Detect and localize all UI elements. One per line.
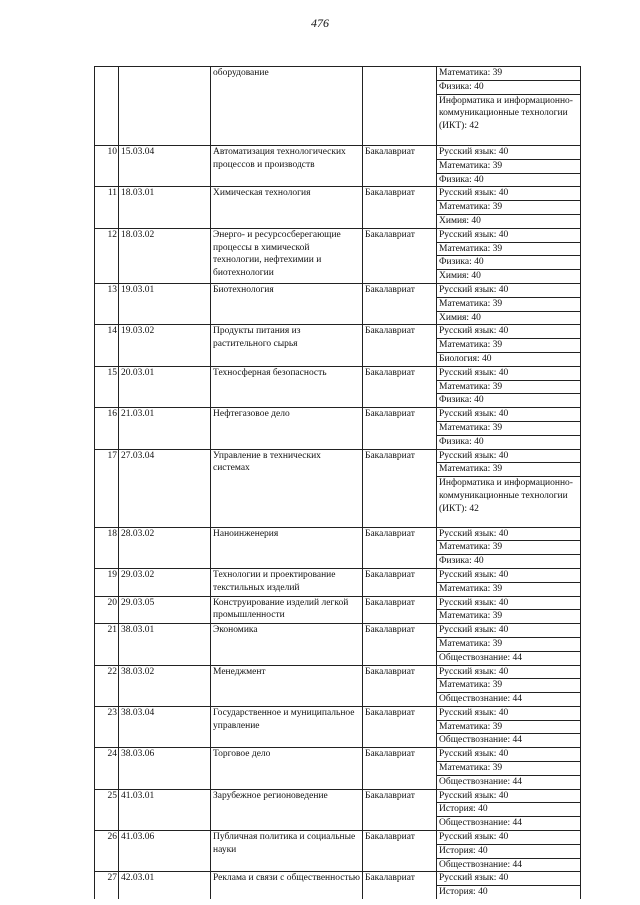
table-row	[95, 789, 581, 830]
table-row	[95, 325, 581, 366]
exam-list	[437, 67, 581, 146]
exam-list	[437, 872, 581, 899]
exam-list	[437, 624, 581, 665]
education-level: Бакалавриат	[363, 527, 437, 568]
exam-item: Химия: 40	[437, 311, 580, 325]
exam-list	[437, 408, 581, 449]
exam-list	[437, 187, 581, 228]
exam-item: Русский язык: 40	[439, 790, 509, 801]
exam-item: Обществознание: 44	[437, 775, 580, 789]
program-name: Зарубежное регионоведение	[211, 789, 363, 830]
program-name: Химическая технология	[211, 187, 363, 228]
row-number: 14	[95, 325, 119, 366]
exam-item: Математика: 39	[437, 297, 580, 311]
row-number: 11	[95, 187, 119, 228]
row-number: 22	[95, 665, 119, 706]
exam-list	[437, 568, 581, 596]
table-row	[95, 527, 581, 568]
exam-item: Русский язык: 40	[439, 707, 509, 718]
exam-item: Русский язык: 40	[439, 597, 509, 608]
education-level: Бакалавриат	[363, 872, 437, 899]
row-number: 12	[95, 228, 119, 283]
row-number: 19	[95, 568, 119, 596]
exam-item: Обществознание: 44	[437, 858, 580, 872]
table-row	[95, 831, 581, 872]
program-name: Реклама и связи с общественностью	[211, 872, 363, 899]
exam-item: Математика: 39	[437, 609, 580, 623]
exam-item: Русский язык: 40	[439, 749, 509, 760]
row-number: 10	[95, 146, 119, 187]
education-level: Бакалавриат	[363, 146, 437, 187]
program-code: 21.03.01	[119, 408, 211, 449]
exam-item: Математика: 39	[437, 540, 580, 554]
row-number: 13	[95, 283, 119, 324]
row-number: 25	[95, 789, 119, 830]
exam-item: Математика: 39	[439, 68, 503, 78]
table-row	[95, 624, 581, 665]
education-level: Бакалавриат	[363, 366, 437, 407]
row-number: 24	[95, 748, 119, 789]
education-level: Бакалавриат	[363, 283, 437, 324]
program-code: 15.03.04	[119, 146, 211, 187]
exam-item: Физика: 40	[437, 173, 580, 187]
exam-list	[437, 748, 581, 789]
exam-item: Обществознание: 44	[437, 733, 580, 747]
exam-list	[437, 228, 581, 283]
program-code: 28.03.02	[119, 527, 211, 568]
row-number: 15	[95, 366, 119, 407]
program-code: 38.03.02	[119, 665, 211, 706]
exam-item: Химия: 40	[437, 214, 580, 228]
program-code: 29.03.05	[119, 596, 211, 624]
exam-item: Русский язык: 40	[439, 409, 509, 420]
exam-item: История: 40	[437, 802, 580, 816]
page-number: 476	[311, 16, 329, 30]
exam-item: Информатика и информационно-коммуникационные технологии (ИКТ): 42	[437, 94, 580, 133]
education-level: Бакалавриат	[363, 624, 437, 665]
table-row	[95, 67, 581, 146]
exam-item: Русский язык: 40	[439, 832, 509, 843]
exam-item: История: 40	[437, 844, 580, 858]
education-level: Бакалавриат	[363, 665, 437, 706]
exam-item: Обществознание: 44	[437, 651, 580, 665]
program-name: Энерго- и ресурсосберегающие процессы в химической технологии, нефтехимии и биотехнологии	[211, 228, 363, 283]
exam-item: Русский язык: 40	[439, 229, 509, 240]
exam-item: История: 40	[437, 885, 580, 899]
exam-item: Физика: 40	[437, 393, 580, 407]
exam-item: Математика: 39	[437, 582, 580, 596]
exam-item: Математика: 39	[437, 421, 580, 435]
exam-list	[437, 449, 581, 527]
exam-item: Математика: 39	[437, 338, 580, 352]
exam-item: Русский язык: 40	[439, 284, 509, 295]
row-number: 16	[95, 408, 119, 449]
row-number: 27	[95, 872, 119, 899]
program-name: Менеджмент	[211, 665, 363, 706]
exam-item: Русский язык: 40	[439, 188, 509, 199]
education-level: Бакалавриат	[363, 706, 437, 747]
program-name: Биотехнология	[211, 283, 363, 324]
exam-item: Обществознание: 44	[437, 816, 580, 830]
education-level: Бакалавриат	[363, 408, 437, 449]
exam-item: Математика: 39	[437, 761, 580, 775]
program-name: Автоматизация технологических процессов и производств	[211, 146, 363, 187]
exam-list	[437, 283, 581, 324]
row-number: 20	[95, 596, 119, 624]
exam-item: Русский язык: 40	[439, 367, 509, 378]
program-code: 38.03.04	[119, 706, 211, 747]
education-level: Бакалавриат	[363, 748, 437, 789]
exam-item: Физика: 40	[437, 435, 580, 449]
education-level	[363, 67, 437, 146]
program-name: Публичная политика и социальные науки	[211, 831, 363, 872]
row-number: 18	[95, 527, 119, 568]
row-number: 21	[95, 624, 119, 665]
program-code: 27.03.04	[119, 449, 211, 527]
table-row	[95, 665, 581, 706]
exam-item: Математика: 39	[437, 720, 580, 734]
exam-item: Информатика и информационно-коммуникационные технологии (ИКТ): 42	[437, 476, 580, 515]
table-row	[95, 408, 581, 449]
education-level: Бакалавриат	[363, 789, 437, 830]
exam-item: Математика: 39	[437, 242, 580, 256]
program-name: Наноинженерия	[211, 527, 363, 568]
program-code: 18.03.01	[119, 187, 211, 228]
exam-item: Биология: 40	[437, 352, 580, 366]
program-name: Конструирование изделий легкой промышленности	[211, 596, 363, 624]
exam-list	[437, 596, 581, 624]
exam-item: Русский язык: 40	[439, 326, 509, 337]
education-level: Бакалавриат	[363, 568, 437, 596]
education-level: Бакалавриат	[363, 831, 437, 872]
exam-item: Математика: 39	[437, 200, 580, 214]
exam-item: Математика: 39	[437, 159, 580, 173]
table-row	[95, 366, 581, 407]
exam-item: Русский язык: 40	[439, 666, 509, 677]
program-code: 38.03.06	[119, 748, 211, 789]
exam-item: Русский язык: 40	[439, 528, 509, 539]
exam-list	[437, 325, 581, 366]
program-code: 20.03.01	[119, 366, 211, 407]
education-level: Бакалавриат	[363, 187, 437, 228]
exam-item: Химия: 40	[437, 269, 580, 283]
program-code: 41.03.01	[119, 789, 211, 830]
exam-item: Физика: 40	[437, 80, 580, 94]
exam-item: Русский язык: 40	[439, 450, 509, 461]
table-row	[95, 748, 581, 789]
table-row	[95, 228, 581, 283]
exam-item: Русский язык: 40	[439, 147, 509, 157]
program-code: 38.03.01	[119, 624, 211, 665]
table-row	[95, 596, 581, 624]
exam-item: Русский язык: 40	[439, 873, 509, 884]
exam-list	[437, 789, 581, 830]
program-code: 41.03.06	[119, 831, 211, 872]
exam-item: Математика: 39	[437, 637, 580, 651]
row-number	[95, 67, 119, 146]
exam-item: Обществознание: 44	[437, 692, 580, 706]
exam-list	[437, 146, 581, 187]
exam-item: Русский язык: 40	[439, 569, 509, 580]
program-name: Технологии и проектирование текстильных изделий	[211, 568, 363, 596]
table-row	[95, 283, 581, 324]
table-row	[95, 706, 581, 747]
exam-item: Математика: 39	[437, 380, 580, 394]
program-name: Торговое дело	[211, 748, 363, 789]
program-name: Управление в технических системах	[211, 449, 363, 527]
row-number: 26	[95, 831, 119, 872]
exam-item: Физика: 40	[437, 255, 580, 269]
program-name: Государственное и муниципальное управление	[211, 706, 363, 747]
program-code: 42.03.01	[119, 872, 211, 899]
exam-item: Математика: 39	[437, 462, 580, 476]
row-number: 17	[95, 449, 119, 527]
education-level: Бакалавриат	[363, 596, 437, 624]
row-number: 23	[95, 706, 119, 747]
education-level: Бакалавриат	[363, 228, 437, 283]
exam-list	[437, 527, 581, 568]
program-code: 29.03.02	[119, 568, 211, 596]
program-name: Нефтегазовое дело	[211, 408, 363, 449]
table-row	[95, 872, 581, 899]
exam-list	[437, 366, 581, 407]
table-row	[95, 146, 581, 187]
table-row	[95, 568, 581, 596]
program-name: Экономика	[211, 624, 363, 665]
program-name: оборудование	[211, 67, 363, 146]
exam-item: Математика: 39	[437, 678, 580, 692]
programs-table	[94, 66, 581, 899]
education-level: Бакалавриат	[363, 449, 437, 527]
exam-list	[437, 831, 581, 872]
table-row	[95, 449, 581, 527]
program-code: 19.03.01	[119, 283, 211, 324]
exam-list	[437, 706, 581, 747]
education-level: Бакалавриат	[363, 325, 437, 366]
exam-item: Русский язык: 40	[439, 625, 509, 636]
program-name: Продукты питания из растительного сырья	[211, 325, 363, 366]
program-name: Техносферная безопасность	[211, 366, 363, 407]
table-row	[95, 187, 581, 228]
program-code: 18.03.02	[119, 228, 211, 283]
exam-item: Физика: 40	[437, 554, 580, 568]
program-code: 19.03.02	[119, 325, 211, 366]
exam-list	[437, 665, 581, 706]
program-code	[119, 67, 211, 146]
